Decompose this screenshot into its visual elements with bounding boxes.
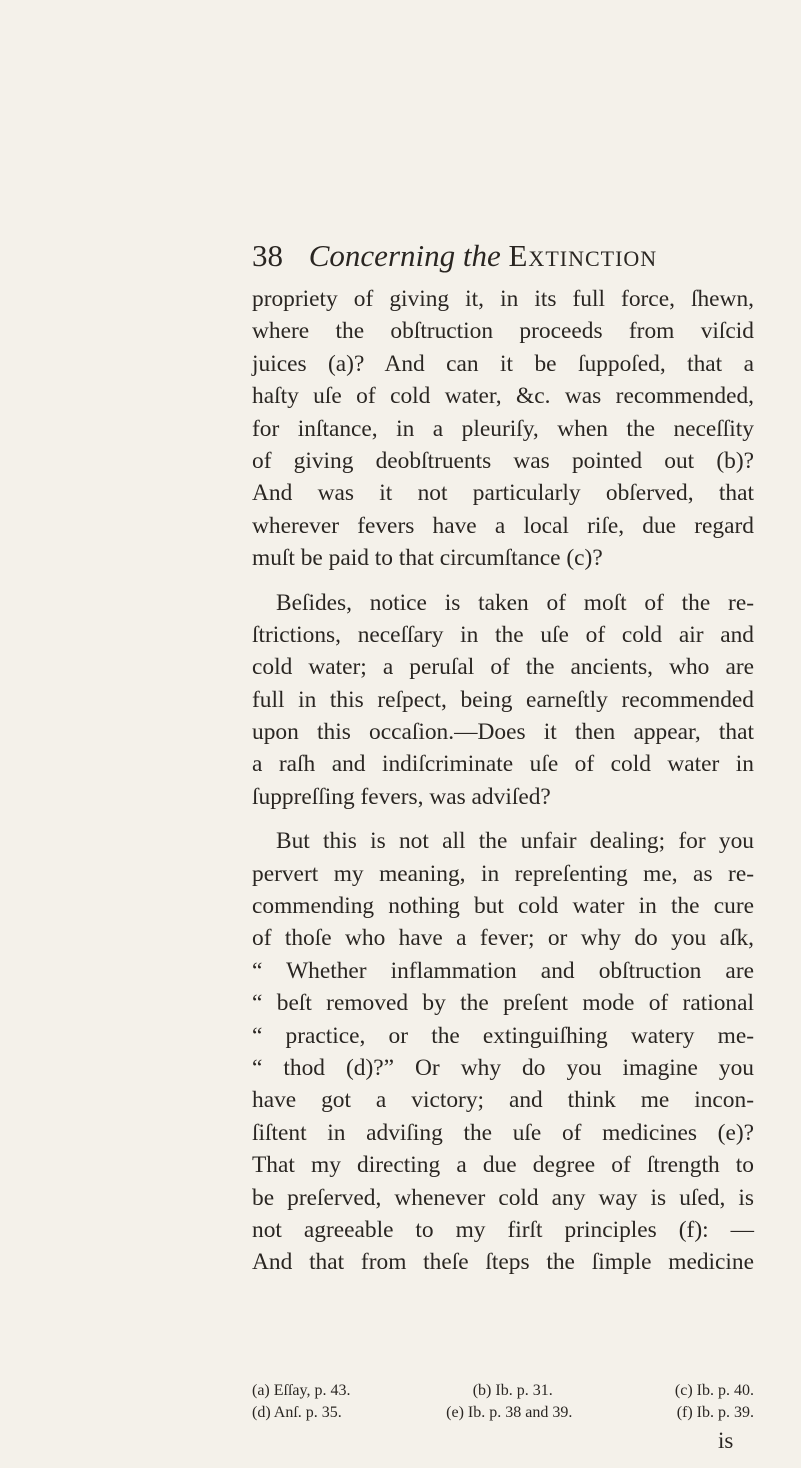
footnote-row bbox=[252, 1380, 754, 1402]
text-line: But this is not all the unfair dealing; for you bbox=[276, 828, 754, 855]
text-line: And that from theſe ſteps the ſimple medicine bbox=[252, 1249, 754, 1276]
text-line: have got a victory; and think me incon- bbox=[252, 1087, 754, 1114]
text-line: Beſides, notice is taken of moſt of the re- bbox=[276, 589, 754, 616]
text-line: cold water; a peruſal of the ancients, who are bbox=[252, 654, 754, 681]
body-text bbox=[252, 283, 754, 1279]
text-line: a raſh and indiſcriminate uſe of cold water in bbox=[252, 751, 754, 778]
footnote-row bbox=[252, 1402, 754, 1424]
header-title-caps: Extinction bbox=[508, 238, 658, 273]
footnote: (d) Anſ. p. 35. bbox=[252, 1404, 342, 1421]
text-line: wherever fevers have a local riſe, due regard bbox=[252, 512, 754, 539]
text-line: where the obſtruction proceeds from viſcid bbox=[252, 318, 754, 345]
text-line: propriety of giving it, in its full force, ſhewn, bbox=[252, 286, 754, 312]
text-line: “ Whether inflammation and obſtruction are bbox=[252, 957, 754, 984]
text-line: muſt be paid to that circumſtance (c)? bbox=[252, 545, 603, 572]
text-line: juices (a)? And can it be ſuppoſed, that a bbox=[252, 350, 754, 377]
text-line: That my directing a due degree of ſtrength to bbox=[252, 1152, 754, 1179]
paragraph-1 bbox=[252, 283, 754, 575]
text-line: ſuppreſſing fevers, was adviſed? bbox=[252, 783, 551, 810]
header-title-italic: Concerning the bbox=[308, 238, 501, 273]
page-number: 38 bbox=[252, 238, 283, 273]
text-line: commending nothing but cold water in the cure bbox=[252, 893, 754, 920]
footnote: (a) Eſſay, p. 43. bbox=[252, 1382, 351, 1399]
catchword: is bbox=[718, 1428, 734, 1453]
text-line: “ beſt removed by the preſent mode of rational bbox=[252, 990, 754, 1017]
text-line: pervert my meaning, in repreſenting me, as re- bbox=[252, 860, 754, 887]
text-line: be preſerved, whenever cold any way is uſed, is bbox=[252, 1184, 754, 1211]
paragraph-3 bbox=[252, 825, 754, 1278]
text-line: “ thod (d)?” Or why do you imagine you bbox=[252, 1054, 754, 1081]
text-line: And was it not particularly obſerved, that bbox=[252, 480, 754, 507]
text-line: ſiſtent in adviſing the uſe of medicines (e)? bbox=[252, 1119, 754, 1146]
footnote: (e) Ib. p. 38 and 39. bbox=[446, 1404, 573, 1421]
footnote: (f) Ib. p. 39. bbox=[676, 1404, 754, 1421]
footnotes bbox=[252, 1380, 754, 1424]
text-line: for inſtance, in a pleuriſy, when the neceſſity bbox=[252, 415, 754, 442]
running-header bbox=[252, 238, 657, 274]
text-line: of giving deobſtruents was pointed out (b)? bbox=[252, 447, 754, 474]
text-line: upon this occaſion.—Does it then appear, that bbox=[252, 719, 754, 746]
text-line: ſtrictions, neceſſary in the uſe of cold air and bbox=[252, 621, 754, 648]
footnote: (b) Ib. p. 31. bbox=[472, 1382, 553, 1399]
text-line: haſty uſe of cold water, &c. was recommended, bbox=[252, 383, 754, 410]
paragraph-2 bbox=[252, 587, 754, 814]
text-line: not agreeable to my firſt principles (f): — bbox=[252, 1216, 754, 1243]
text-line: full in this reſpect, being earneſtly recommended bbox=[252, 686, 754, 713]
text-line: “ practice, or the extinguiſhing watery me- bbox=[252, 1022, 754, 1049]
text-line: of thoſe who have a fever; or why do you aſk, bbox=[252, 925, 754, 952]
footnote: (c) Ib. p. 40. bbox=[674, 1382, 754, 1399]
